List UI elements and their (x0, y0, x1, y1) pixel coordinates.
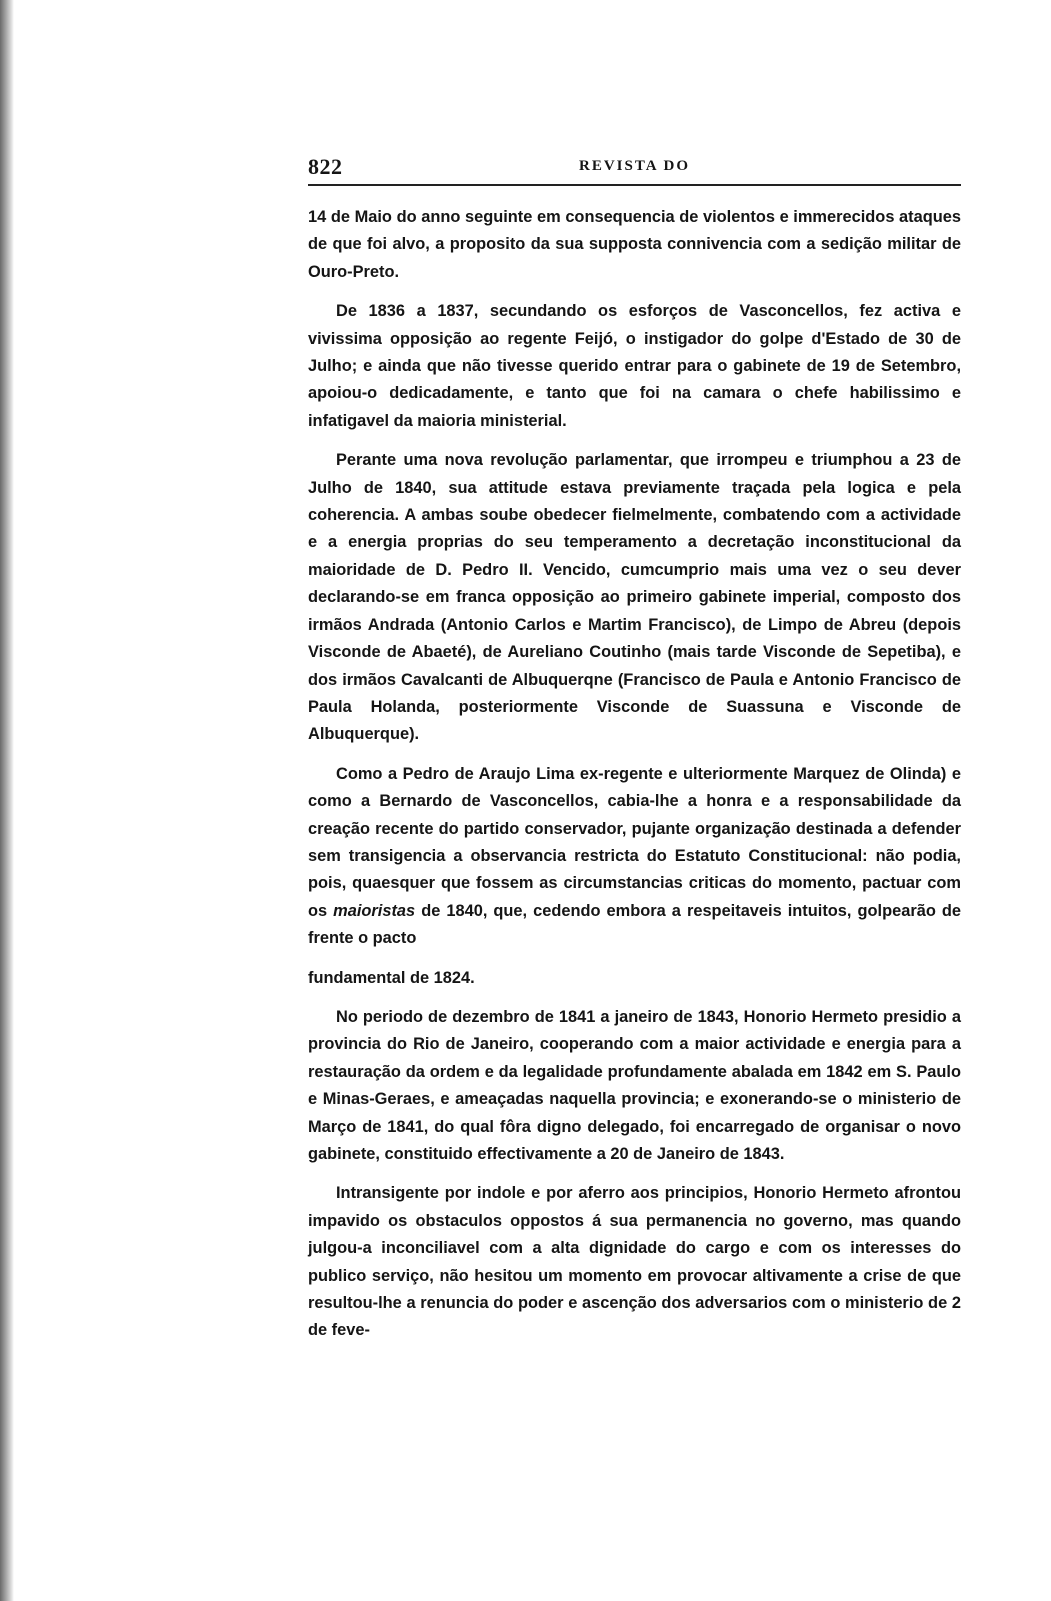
page-number: 822 (308, 154, 343, 179)
paragraph-4-continuation: fundamental de 1824. (308, 968, 475, 987)
body-text (308, 204, 961, 1345)
paragraph-4-emphasis: maioristas (333, 901, 416, 920)
paragraph-5: No periodo de dezembro de 1841 a janeiro de 1843, Honorio Hermeto presidio a provincia do Rio de Janeiro, cooperando com a maior actividade e energia para a restauração da ordem e da legalidade profundamente abalada em 1842 em S. Paulo e Minas-Geraes, e ameaçadas naquella provincia; e exonerando-se o ministerio de Março de 1841, do qual fôra digno delegado, foi encarregado de organisar o novo gabinete, constituido effectivamente a 20 de Janeiro de 1843. (308, 1007, 961, 1163)
paragraph-4 (308, 761, 961, 953)
running-title: REVISTA DO (579, 158, 690, 174)
document-page (308, 150, 961, 1357)
paragraph-1: 14 de Maio do anno seguinte em consequencia de violentos e immerecidos ataques de que foi alvo, a proposito da sua supposta connivencia com a sedição militar de Ouro-Preto. (308, 208, 961, 281)
paragraph-4-text-after: de 1840, que, cedendo embora a respeitaveis intuitos, golpearão de frente o pacto (308, 901, 961, 948)
paragraph-3: Perante uma nova revolução parlamentar, que irrompeu e triumphou a 23 de Julho de 1840, sua attitude estava previamente traçada pela logica e pela coherencia. A ambas soube obedecer fielmelmente, combatendo com a actividade e a energia proprias do seu temperamento a decretação inconstitucional da maioridade de D. Pedro II. Vencido, cumcumprio mais uma vez o seu dever declarando-se em franca opposição ao primeiro gabinete imperial, composto dos irmãos Andrada (Antonio Carlos e Martim Francisco), de Limpo de Abreu (depois Visconde de Abaeté), de Aureliano Coutinho (mais tarde Visconde de Sepetiba), e dos irmãos Cavalcanti de Albuquerqne (Francisco de Paula e Antonio Francisco de Paula Holanda, posteriormente Visconde de Suassuna e Visconde de Albuquerque). (308, 451, 961, 744)
paragraph-2: De 1836 a 1837, secundando os esforços de Vasconcellos, fez activa e vivissima opposição ao regente Feijó, o instigador do golpe d'Estado de 30 de Julho; e ainda que não tivesse querido entrar para o gabinete de 19 de Setembro, apoiou-o dedicadamente, e tanto que foi na camara o chefe habilissimo e infatigavel da maioria ministerial. (308, 302, 961, 430)
running-header (308, 150, 961, 186)
paragraph-4-text-before: Como a Pedro de Araujo Lima ex-regente e ulteriormente Marquez de Olinda) e como a Bernardo de Vasconcellos, cabia-lhe a honra e a responsabilidade da creação recente do partido conservador, pujante organização destinada a defender sem transigencia a observancia restricta do Estatuto Constitucional: não podia, pois, quaesquer que fossem as circumstancias criticas do momento, pactuar com os (308, 764, 961, 920)
scan-edge-shadow (0, 0, 14, 1601)
paragraph-6: Intransigente por indole e por aferro aos principios, Honorio Hermeto afrontou impavido os obstaculos oppostos á sua permanencia no governo, mas quando julgou-a inconciliavel com a alta dignidade do cargo e com os interesses do publico serviço, não hesitou um momento em provocar altivamente a crise de que resultou-lhe a renuncia do poder e ascenção dos adversarios com o ministerio de 2 de feve- (308, 1184, 961, 1340)
